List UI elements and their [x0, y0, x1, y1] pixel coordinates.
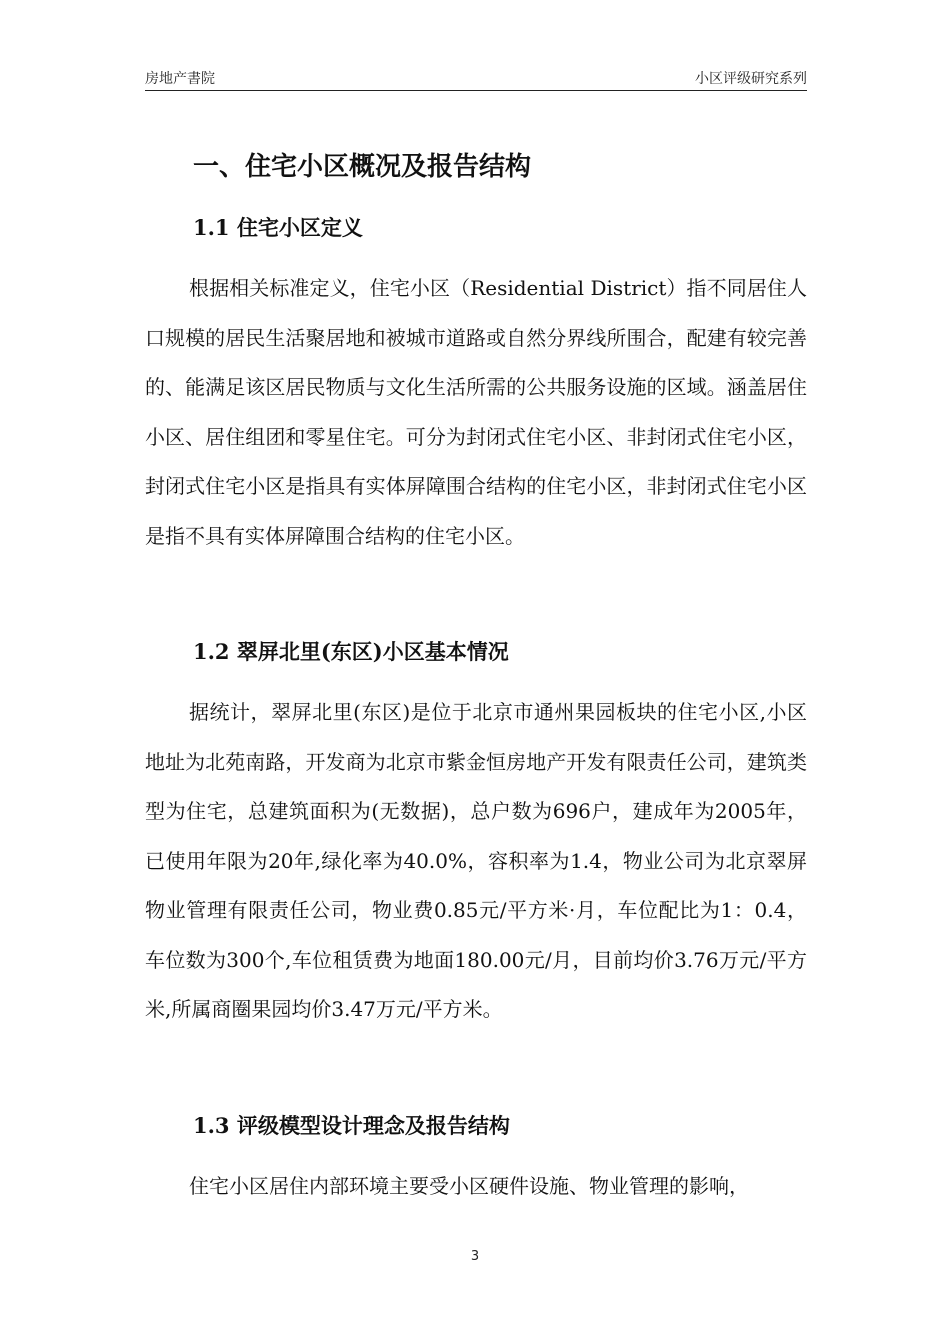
- section-paragraph-1-1: 根据相关标准定义，住宅小区（Residential District）指不同居住人口规模的居民生活聚居地和被城市道路或自然分界线所围合，配建有较完善的、能满足该区居民物质与文化生活所需的公共服务设施的区域。涵盖居住小区、居住组团和零星住宅。可分为封闭式住宅小区、非封闭式住宅小区，封闭式住宅小区是指具有实体屏障围合结构的住宅小区，非封闭式住宅小区是指不具有实体屏障围合结构的住宅小区。: [145, 276, 807, 548]
- section-paragraph-1-2: 据统计，翠屏北里(东区)是位于北京市通州果园板块的住宅小区,小区地址为北苑南路，开发商为北京市紫金恒房地产开发有限责任公司，建筑类型为住宅，总建筑面积为(无数据)，总户数为696户，建成年为2005年，已使用年限为20年,绿化率为40.0%，容积率为1.4，物业公司为北京翠屏物业管理有限责任公司，物业费0.85元/平方米·月，车位配比为1：0.4，车位数为300个,车位租赁费为地面180.00元/月，目前均价3.76万元/平方米,所属商圈果园均价3.47万元/平方米。: [145, 700, 807, 1021]
- header-right-text: 小区评级研究系列: [695, 71, 807, 87]
- section-paragraph-1-3: 住宅小区居住内部环境主要受小区硬件设施、物业管理的影响，: [189, 1174, 749, 1198]
- section-title-1-2: 1.2 翠屏北里(东区)小区基本情况: [193, 639, 509, 664]
- page-number: 3: [470, 1249, 480, 1264]
- section-title-1-3: 1.3 评级模型设计理念及报告结构: [193, 1113, 510, 1138]
- page-header: [145, 62, 807, 91]
- section-title-1-1: 1.1 住宅小区定义: [193, 215, 363, 240]
- chapter-title: 一、住宅小区概况及报告结构: [193, 152, 532, 182]
- header-left-text: 房地产書院: [145, 71, 215, 87]
